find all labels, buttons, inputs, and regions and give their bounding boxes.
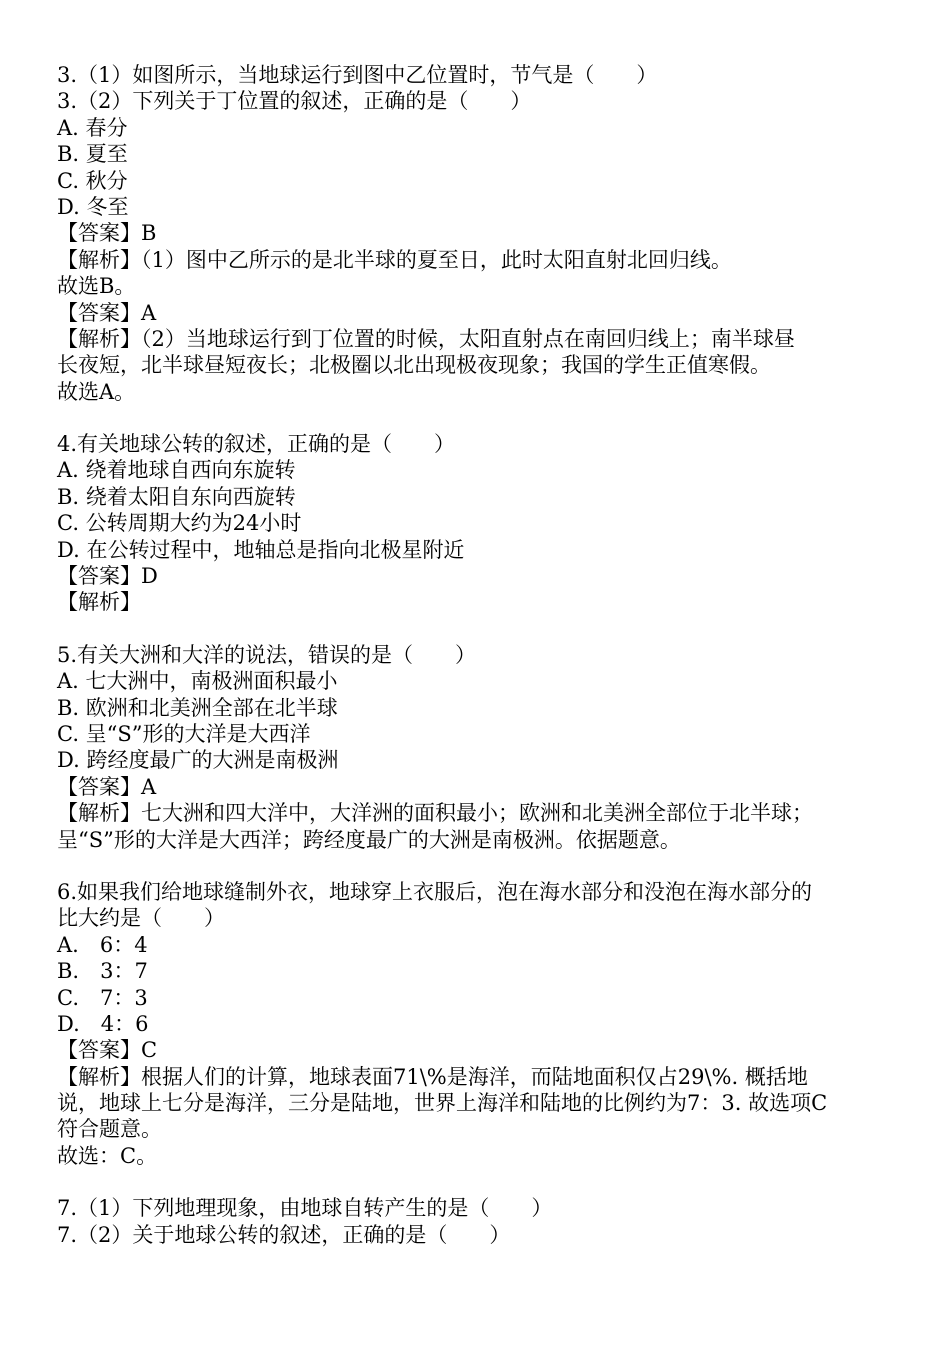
question-3 <box>57 62 907 405</box>
option-d: D. 跨经度最广的大洲是南极洲 <box>57 748 339 773</box>
option-b: B. 夏至 <box>57 142 128 167</box>
analysis-line-2: 说，地球上七分是海洋，三分是陆地，世界上海洋和陆地的比例约为7：3. 故选项C <box>57 1091 828 1116</box>
answer: 【答案】C <box>57 1038 158 1063</box>
option-a: A. 春分 <box>57 115 128 140</box>
option-a: A. 绕着地球自西向东旋转 <box>57 458 296 483</box>
question-5 <box>57 642 907 853</box>
option-d: D. 冬至 <box>57 194 129 219</box>
question-5-stem: 5.有关大洲和大洋的说法，错误的是（ ） <box>57 642 477 667</box>
analysis-line-1: 【解析】根据人们的计算，地球表面71\%是海洋，而陆地面积仅占29\%. 概括地 <box>57 1064 808 1089</box>
answer-1: 【答案】B <box>57 221 157 246</box>
option-b: B. 绕着太阳自东向西旋转 <box>57 484 296 509</box>
question-6-stem-line-2: 比大约是（ ） <box>57 906 225 931</box>
option-c: C. 公转周期大约为24小时 <box>57 511 302 536</box>
question-3-1-stem: 3.（1）如图所示，当地球运行到图中乙位置时，节气是（ ） <box>57 63 658 87</box>
answer: 【答案】D <box>57 564 158 589</box>
question-7-1-stem: 7.（1）下列地理现象，由地球自转产生的是（ ） <box>57 1196 553 1221</box>
analysis: 【解析】 <box>57 590 141 615</box>
option-d: D. 4：6 <box>57 1011 149 1036</box>
question-7-2-stem: 7.（2）关于地球公转的叙述，正确的是（ ） <box>57 1222 511 1247</box>
question-4-stem: 4.有关地球公转的叙述，正确的是（ ） <box>57 432 456 457</box>
analysis-line-3: 符合题意。 <box>57 1117 162 1142</box>
analysis-line-2: 呈“S”形的大洋是大西洋；跨经度最广的大洲是南极洲。依据题意。 <box>57 827 681 852</box>
option-d: D. 在公转过程中，地轴总是指向北极星附近 <box>57 537 465 562</box>
answer: 【答案】A <box>57 774 157 799</box>
question-6 <box>57 879 907 1169</box>
option-a: A. 6：4 <box>57 932 148 957</box>
conclusion-2: 故选A。 <box>57 379 136 404</box>
option-b: B. 3：7 <box>57 959 148 984</box>
conclusion-1: 故选B。 <box>57 274 136 299</box>
analysis-1: 【解析】（1）图中乙所示的是北半球的夏至日，此时太阳直射北回归线。 <box>57 247 732 272</box>
analysis-2-line-2: 长夜短，北半球昼短夜长；北极圈以北出现极夜现象；我国的学生正值寒假。 <box>57 353 771 378</box>
question-6-stem-line-1: 6.如果我们给地球缝制外衣，地球穿上衣服后，泡在海水部分和没泡在海水部分的 <box>57 879 813 904</box>
question-4 <box>57 431 907 616</box>
document-page <box>57 62 907 1248</box>
option-a: A. 七大洲中，南极洲面积最小 <box>57 669 338 694</box>
option-c: C. 秋分 <box>57 168 128 193</box>
question-7 <box>57 1195 907 1248</box>
question-3-2-stem: 3.（2）下列关于丁位置的叙述，正确的是（ ） <box>57 89 532 114</box>
option-c: C. 7：3 <box>57 985 148 1010</box>
analysis-2-line-1: 【解析】（2）当地球运行到丁位置的时候，太阳直射点在南回归线上；南半球昼 <box>57 326 795 351</box>
analysis-line-1: 【解析】七大洲和四大洋中，大洋洲的面积最小；欧洲和北美洲全部位于北半球； <box>57 801 813 826</box>
option-c: C. 呈“S”形的大洋是大西洋 <box>57 721 311 746</box>
conclusion: 故选：C。 <box>57 1143 158 1168</box>
answer-2: 【答案】A <box>57 300 157 325</box>
option-b: B. 欧洲和北美洲全部在北半球 <box>57 695 338 720</box>
